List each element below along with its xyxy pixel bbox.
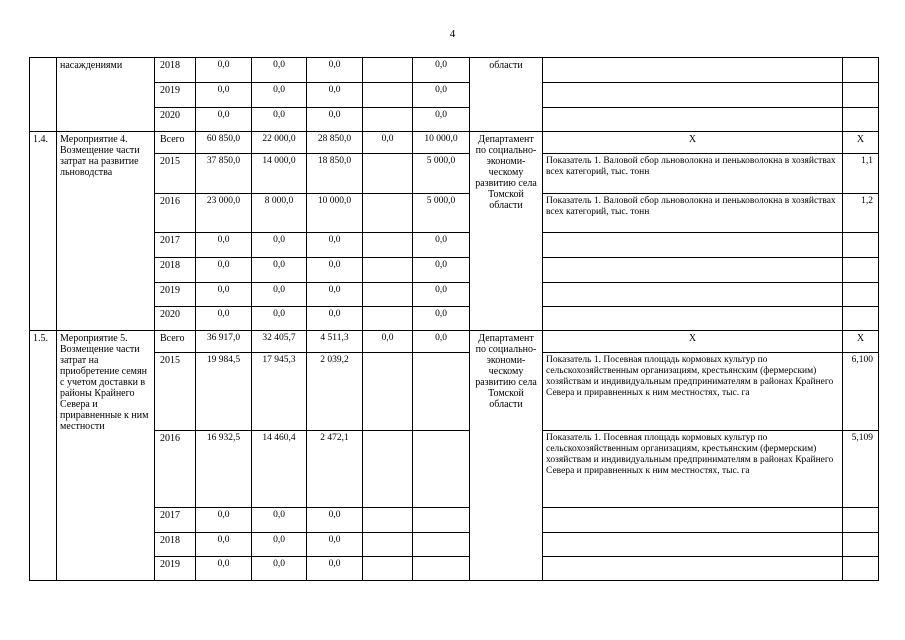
year-cell: 2016	[155, 431, 196, 508]
executor-cell: Департамент по социально-экономи-ческому развитию села Томской области	[470, 132, 543, 331]
table-row	[30, 431, 879, 508]
local-cell	[363, 508, 413, 533]
indicator-cell	[543, 307, 843, 331]
indicator-value-cell	[843, 108, 879, 132]
indicator-value-cell	[843, 233, 879, 258]
year-cell: 2018	[155, 258, 196, 283]
total-cell: 0,0	[196, 508, 252, 533]
table-row	[30, 194, 879, 233]
regional-cell: 2 472,1	[307, 431, 363, 508]
federal-cell: 0,0	[252, 233, 307, 258]
federal-cell: 17 945,3	[252, 353, 307, 431]
regional-cell: 0,0	[307, 508, 363, 533]
table-row	[30, 283, 879, 307]
local-cell	[363, 557, 413, 581]
federal-cell: 0,0	[252, 557, 307, 581]
measure-name-cell: Мероприятие 4. Возмещение части затрат на развитие льноводства	[57, 132, 155, 331]
total-cell: 23 000,0	[196, 194, 252, 233]
total-cell: 0,0	[196, 58, 252, 83]
indicator-cell: Показатель 1. Посевная площадь кормовых культур по сельскохозяйственным организациям, крестьянским (фермерским) хозяйствам и индивидуальным предпринимателям в районах Крайнего Севера и приравненных к ним местностях, тыс. га	[543, 353, 843, 431]
measure-name-cell: Мероприятие 5. Возмещение части затрат на приобретение семян с учетом доставки в районы Крайнего Севера и приравненные к ним местности	[57, 331, 155, 581]
indicator-value-cell	[843, 258, 879, 283]
federal-cell: 14 460,4	[252, 431, 307, 508]
indicator-cell	[543, 258, 843, 283]
year-cell: 2019	[155, 283, 196, 307]
indicator-value-cell	[843, 307, 879, 331]
federal-cell: 0,0	[252, 508, 307, 533]
local-cell	[363, 83, 413, 108]
federal-cell: 8 000,0	[252, 194, 307, 233]
indicator-cell	[543, 83, 843, 108]
federal-cell: 0,0	[252, 108, 307, 132]
table-row	[30, 258, 879, 283]
indicator-value-cell: 1,1	[843, 154, 879, 194]
local-cell	[363, 353, 413, 431]
year-cell: 2019	[155, 557, 196, 581]
total-cell: 0,0	[196, 557, 252, 581]
regional-cell: 0,0	[307, 58, 363, 83]
indicator-value-cell	[843, 58, 879, 83]
extra-cell	[413, 431, 470, 508]
federal-cell: 0,0	[252, 83, 307, 108]
local-cell	[363, 431, 413, 508]
table-row	[30, 557, 879, 581]
indicator-cell: Показатель 1. Валовой сбор льноволокна и пеньковолокна в хозяйствах всех категорий, тыс. тонн	[543, 154, 843, 194]
extra-cell: 0,0	[413, 307, 470, 331]
indicator-cell: X	[543, 331, 843, 353]
page-number: 4	[449, 28, 456, 40]
extra-cell: 0,0	[413, 108, 470, 132]
indicator-value-cell: X	[843, 132, 879, 154]
federal-cell: 0,0	[252, 283, 307, 307]
year-cell: 2019	[155, 83, 196, 108]
indicator-value-cell	[843, 533, 879, 557]
local-cell	[363, 283, 413, 307]
regional-cell: 0,0	[307, 283, 363, 307]
table-row	[30, 154, 879, 194]
regional-cell: 0,0	[307, 83, 363, 108]
indicator-cell	[543, 533, 843, 557]
federal-cell: 22 000,0	[252, 132, 307, 154]
row-number-cell: 1.4.	[30, 132, 57, 331]
extra-cell: 0,0	[413, 83, 470, 108]
year-cell: 2020	[155, 108, 196, 132]
total-cell: 37 850,0	[196, 154, 252, 194]
indicator-cell: Показатель 1. Валовой сбор льноволокна и пеньковолокна в хозяйствах всех категорий, тыс. тонн	[543, 194, 843, 233]
indicator-cell	[543, 283, 843, 307]
executor-cell: области	[470, 58, 543, 132]
indicator-value-cell	[843, 83, 879, 108]
indicator-cell	[543, 508, 843, 533]
regional-cell: 18 850,0	[307, 154, 363, 194]
local-cell: 0,0	[363, 331, 413, 353]
indicator-value-cell	[843, 283, 879, 307]
year-cell: 2017	[155, 233, 196, 258]
extra-cell: 5 000,0	[413, 154, 470, 194]
table-row	[30, 132, 879, 154]
extra-cell	[413, 533, 470, 557]
federal-cell: 32 405,7	[252, 331, 307, 353]
table-row	[30, 353, 879, 431]
year-cell: Всего	[155, 331, 196, 353]
year-cell: 2018	[155, 58, 196, 83]
extra-cell: 5 000,0	[413, 194, 470, 233]
local-cell	[363, 233, 413, 258]
extra-cell: 0,0	[413, 331, 470, 353]
extra-cell: 0,0	[413, 283, 470, 307]
local-cell	[363, 307, 413, 331]
extra-cell	[413, 508, 470, 533]
indicator-value-cell	[843, 557, 879, 581]
regional-cell: 0,0	[307, 307, 363, 331]
indicator-cell	[543, 108, 843, 132]
federal-cell: 14 000,0	[252, 154, 307, 194]
row-number-cell	[30, 58, 57, 132]
total-cell: 0,0	[196, 258, 252, 283]
table-row	[30, 533, 879, 557]
total-cell: 0,0	[196, 233, 252, 258]
federal-cell: 0,0	[252, 258, 307, 283]
year-cell: 2016	[155, 194, 196, 233]
local-cell	[363, 154, 413, 194]
indicator-value-cell: 1,2	[843, 194, 879, 233]
total-cell: 0,0	[196, 108, 252, 132]
indicator-cell	[543, 58, 843, 83]
year-cell: 2018	[155, 533, 196, 557]
total-cell: 16 932,5	[196, 431, 252, 508]
regional-cell: 28 850,0	[307, 132, 363, 154]
extra-cell: 0,0	[413, 258, 470, 283]
total-cell: 36 917,0	[196, 331, 252, 353]
local-cell: 0,0	[363, 132, 413, 154]
year-cell: 2015	[155, 154, 196, 194]
budget-table	[29, 57, 879, 581]
year-cell: 2017	[155, 508, 196, 533]
total-cell: 60 850,0	[196, 132, 252, 154]
measure-name-cell: насаждениями	[57, 58, 155, 132]
indicator-cell	[543, 557, 843, 581]
regional-cell: 2 039,2	[307, 353, 363, 431]
federal-cell: 0,0	[252, 58, 307, 83]
total-cell: 19 984,5	[196, 353, 252, 431]
local-cell	[363, 58, 413, 83]
regional-cell: 0,0	[307, 533, 363, 557]
total-cell: 0,0	[196, 533, 252, 557]
year-cell: 2015	[155, 353, 196, 431]
indicator-value-cell	[843, 508, 879, 533]
table-row	[30, 83, 879, 108]
federal-cell: 0,0	[252, 307, 307, 331]
regional-cell: 0,0	[307, 258, 363, 283]
indicator-value-cell: 6,100	[843, 353, 879, 431]
row-number-cell: 1.5.	[30, 331, 57, 581]
indicator-cell	[543, 233, 843, 258]
regional-cell: 0,0	[307, 108, 363, 132]
table-row	[30, 307, 879, 331]
indicator-value-cell: X	[843, 331, 879, 353]
regional-cell: 0,0	[307, 557, 363, 581]
federal-cell: 0,0	[252, 533, 307, 557]
year-cell: 2020	[155, 307, 196, 331]
regional-cell: 10 000,0	[307, 194, 363, 233]
local-cell	[363, 258, 413, 283]
table-row	[30, 108, 879, 132]
indicator-cell: Показатель 1. Посевная площадь кормовых культур по сельскохозяйственным организациям, крестьянским (фермерским) хозяйствам и индивидуальным предпринимателям в районах Крайнего Севера и приравненных к ним местностях, тыс. га	[543, 431, 843, 508]
local-cell	[363, 194, 413, 233]
extra-cell: 0,0	[413, 233, 470, 258]
total-cell: 0,0	[196, 307, 252, 331]
executor-cell: Департамент по социально-экономи-ческому развитию села Томской области	[470, 331, 543, 581]
extra-cell	[413, 557, 470, 581]
extra-cell: 10 000,0	[413, 132, 470, 154]
year-cell: Всего	[155, 132, 196, 154]
total-cell: 0,0	[196, 283, 252, 307]
total-cell: 0,0	[196, 83, 252, 108]
indicator-value-cell: 5,109	[843, 431, 879, 508]
local-cell	[363, 533, 413, 557]
local-cell	[363, 108, 413, 132]
table-row	[30, 508, 879, 533]
regional-cell: 0,0	[307, 233, 363, 258]
extra-cell	[413, 353, 470, 431]
indicator-cell: X	[543, 132, 843, 154]
table-row	[30, 233, 879, 258]
table-row	[30, 331, 879, 353]
extra-cell: 0,0	[413, 58, 470, 83]
table-row	[30, 58, 879, 83]
regional-cell: 4 511,3	[307, 331, 363, 353]
